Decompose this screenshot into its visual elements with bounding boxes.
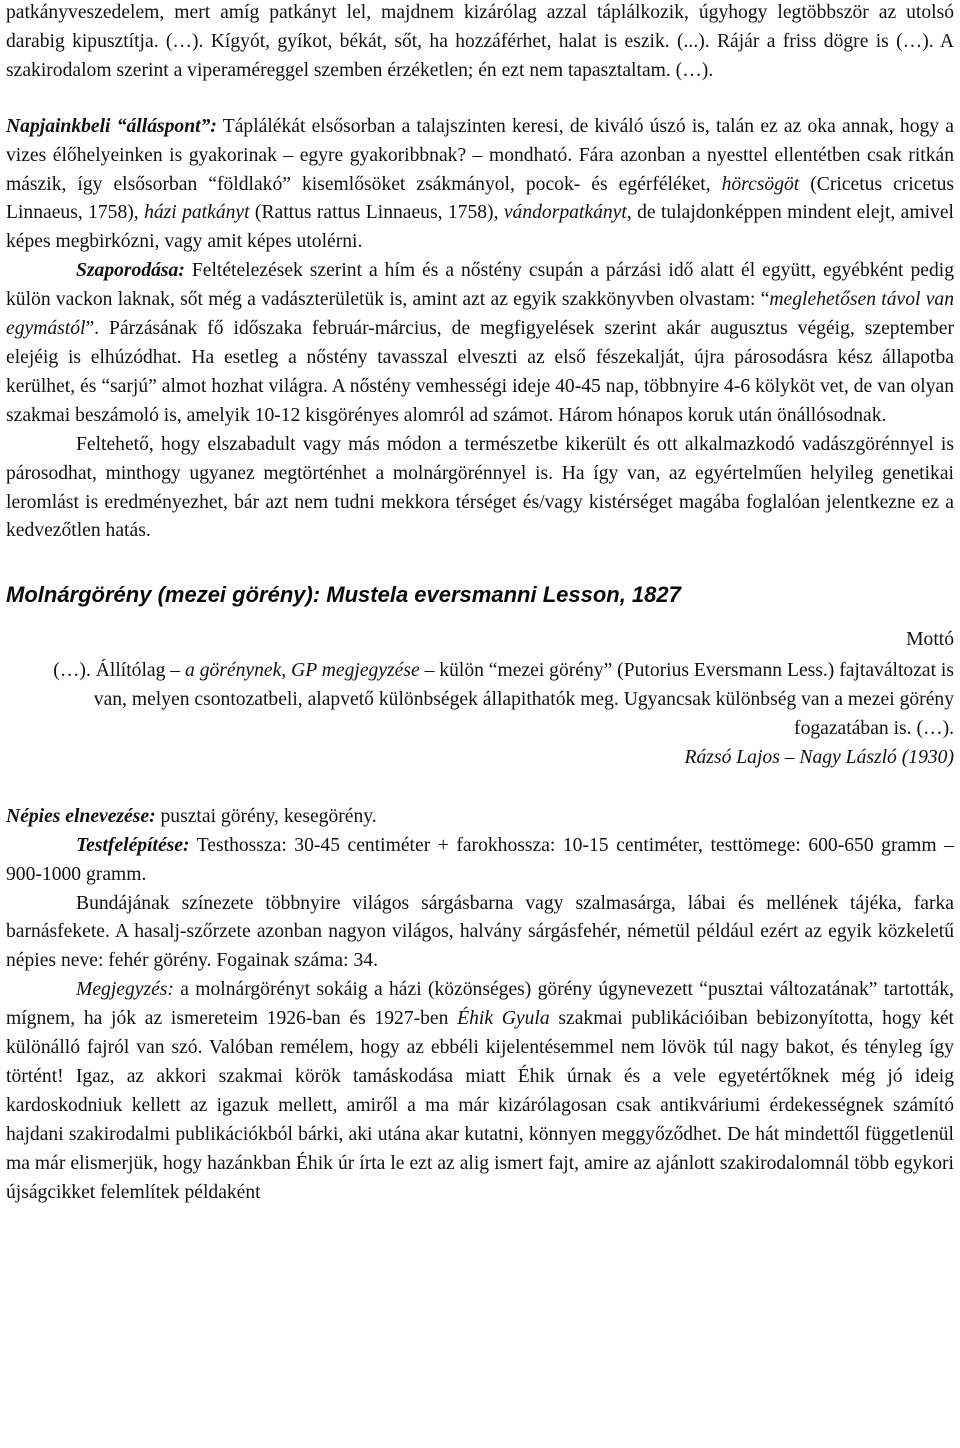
reproduction-text-1: Feltételezések szerint a hím és a nőstény csupán a párzási idő alatt él együtt, egyébként pedig külön vackon laknak, sőt még a vadászterületük is, amint azt az egyik szakkönyvben olvastam: “ xyxy=(6,260,954,311)
current-view-text-1: Táplálékát elsősorban a talajszinten keresi, de kiváló úszó is, talán ez az oka annak, hogy a vizes élőhelyeinken is gyakorinak – egyre gyakoribbnak? – mondható. Fára azonban a nyesttel ellentétben csak ritkán mászik, így elsősorban “földlakó” kisemlősöket zsákmányol, pocok- és egérféléket, xyxy=(6,115,954,195)
hybrid-paragraph: Feltehető, hogy elszabadult vagy más módon a természetbe kikerült és ott alkalmazkodó vadászgörénnyel is párosodhat, minthogy ugyanez megtörténhet a molnárgörénnyel is. Ha így van, az egyértelműen helyileg genetikai leromlást is eredményezhet, bár azt nem tudni mekkora térséget és/vagy kistérséget magába foglalóan jelentkezne ez a kedvezőtlen hatás. xyxy=(6,433,954,542)
folk-names-paragraph xyxy=(6,803,954,832)
folk-names-label: Népies elnevezése: xyxy=(6,805,156,827)
note-text-2: szakmai publikációiban bebizonyította, hogy két különálló fajról van szó. Valóban remélem, hogy az ebbéli kijelentésemmel nem lövök túl nagy bakot, és tényleg így történt! Igaz, az akkori szakmai körök tamáskodása miatt Éhik úrnak és a vele egyetértőknek még jó ideig kardoskodniuk kellett az igazuk mellett, amiről a ma már kizárólagosan csak antikváriumi érdekességnek számító hajdani szakirodalmi publikációkból bárki, aki utána akar kutatni, könnyen meggyőződhet. De hát mindettől függetlenül ma már elismerjük, hogy hazánkban Éhik úr írta le ezt az alig ismert fajt, amire az ajánlott szakirodalomnál több egykori újságcikket felemlítek példaként xyxy=(6,1008,955,1203)
current-view-text-3: (Rattus rattus Linnaeus, 1758), xyxy=(249,202,504,224)
current-view-text-4: , de tulajdonképpen mindent elejt, amivel képes megbirkózni, vagy amit képes utolérni. xyxy=(6,202,954,253)
current-view-paragraph xyxy=(6,113,954,258)
reproduction-text-2: ”. Párzásának fő időszaka február-március, de megfigyelések szerint akár augusztus végéig, szeptember elejéig is elhúzódhat. Ha esetleg a nőstény tavasszal elveszti az első fészekalját, újra párosodásra kész állapotba kerülhet, és “sarjú” almot hozhat világra. A nőstény vemhességi ideje 40-45 nap, többnyire 4-6 kölyköt vet, de van olyan szakmai beszámoló is, amelyik 10-12 kisgörényes alomról ad számot. Három hónapos koruk után önállósodnak. xyxy=(6,318,954,426)
folk-names-text: pusztai görény, kesegörény. xyxy=(155,805,377,827)
body-text: Testhossza: 30-45 centiméter + farokhossza: 10-15 centiméter, testtömege: 600-650 gramm – 900-1000 gramm. xyxy=(6,834,954,885)
motto-author: Rázsó Lajos – Nagy László (1930) xyxy=(684,746,954,768)
current-view-label: Napjainkbeli “álláspont”: xyxy=(6,115,217,137)
current-view-text-2: (Cricetus cricetus Linnaeus, 1758), xyxy=(6,173,955,224)
motto-block xyxy=(6,626,954,773)
motto-text-1: (…). Állítólag – xyxy=(53,660,185,682)
hamster-term: hörcsögöt xyxy=(721,173,800,195)
brown-rat-term: vándorpatkányt xyxy=(503,202,627,224)
reproduction-quote: meglehetősen távol van egymástól xyxy=(6,289,955,340)
house-rat-term: házi patkányt xyxy=(144,202,250,224)
ehik-name: Éhik Gyula xyxy=(457,1008,550,1030)
reproduction-label: Szaporodása: xyxy=(76,260,185,282)
note-text-1: a molnárgörényt sokáig a házi (közönséges) görény úgynevezett “pusztai változatának” tartották, mígnem, ha jók az ismereteim 1926-ban és 1927-ben xyxy=(6,979,954,1030)
note-paragraph xyxy=(6,976,954,1207)
intro-paragraph: patkányveszedelem, mert amíg patkányt lel, majdnem kizárólag azzal táplálkozik, úgyhogy legtöbbször az utolsó darabig kipusztítja. (…). Kígyót, gyíkot, békát, sőt, ha hozzáférhet, halat is eszik. (...). Rájár a friss dögre is (…). A szakirodalom szerint a viperaméreggel szemben érzéketlen; én ezt nem tapasztaltam. (…). xyxy=(6,2,954,81)
motto-text xyxy=(16,657,954,744)
note-label: Megjegyzés: xyxy=(76,979,174,1001)
section-heading: Molnárgörény (mezei görény): Mustela eversmanni Lesson, 1827 xyxy=(6,582,681,608)
motto-editor-note: a görénynek, GP megjegyzése xyxy=(185,660,420,682)
motto-label: Mottó xyxy=(906,629,954,651)
fur-paragraph: Bundájának színezete többnyire világos sárgásbarna vagy szalmasárga, lábai és mellének tájéka, farka barnásfekete. A hasalj-szőrzete azonban nagyon világos, halvány sárgásfehér, németül például ezért az egyik közkeletű népies neve: fehér görény. Fogainak száma: 34. xyxy=(6,892,954,972)
reproduction-paragraph xyxy=(6,257,954,430)
body-label: Testfelépítése: xyxy=(76,834,190,856)
body-paragraph xyxy=(6,832,954,890)
motto-text-2: – külön “mezei görény” (Putorius Eversmann Less.) fajtaváltozat is van, melyen csontozatbeli, alapvető különbségek állapithatók meg. Ugyancsak különbség van a mezei görény fogazatában is. (…). xyxy=(93,660,954,740)
